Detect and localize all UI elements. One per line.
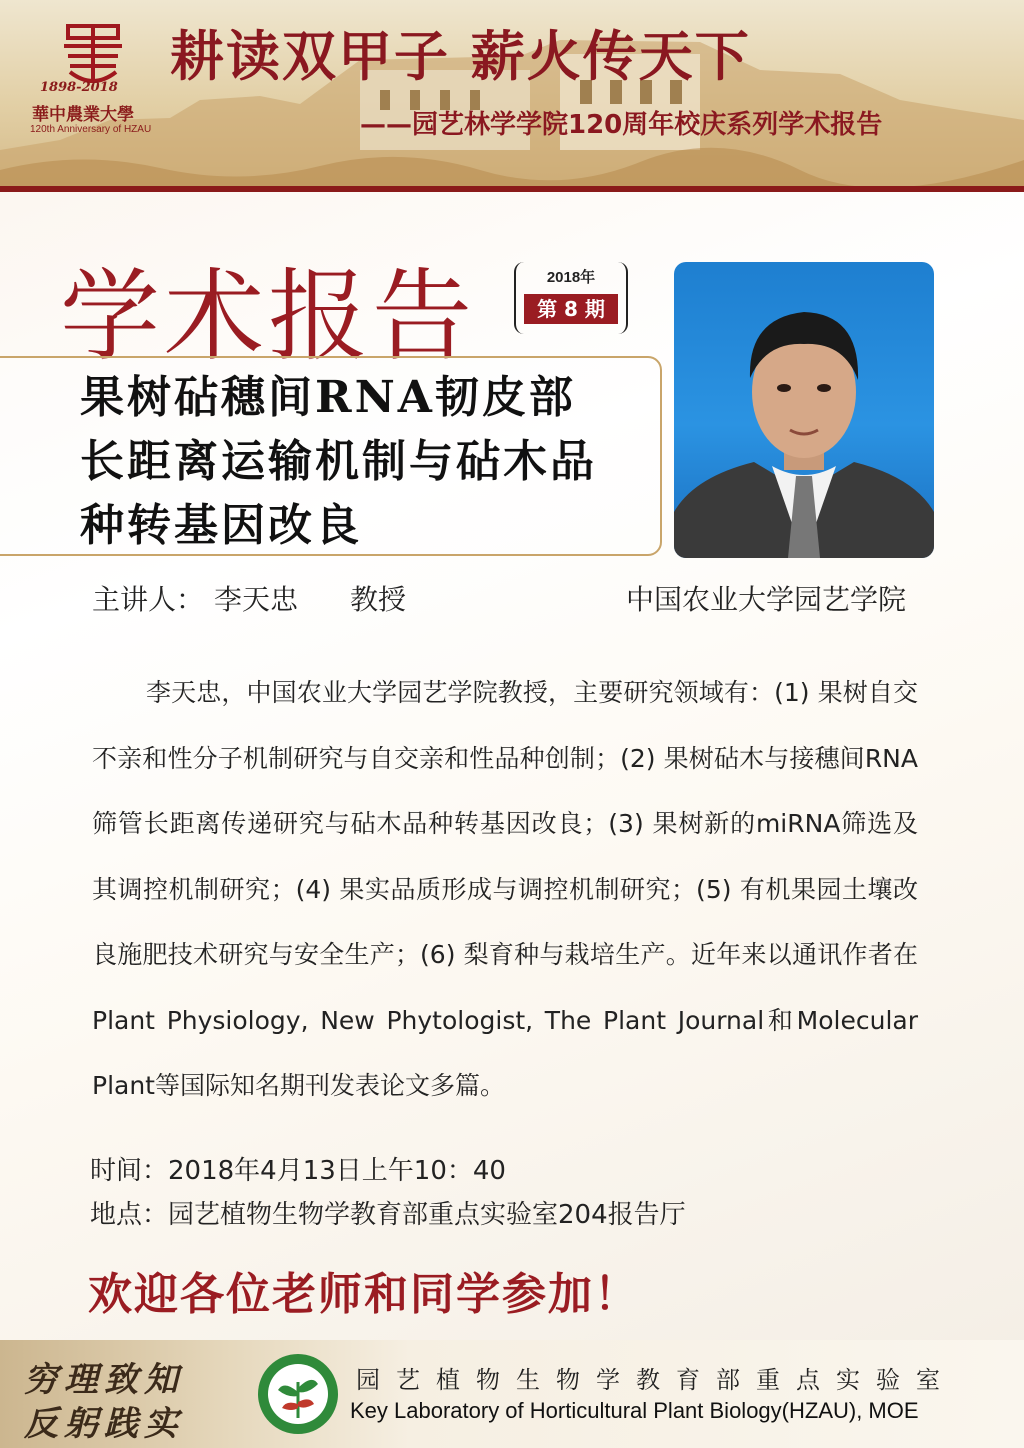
talk-topic: 果树砧穗间RNA韧皮部长距离运输机制与砧木品种转基因改良 [80,372,597,551]
lab-logo-icon [256,1352,340,1436]
issue-badge [514,262,628,334]
speaker-photo [674,262,934,558]
page-title: 学术报告 [60,258,476,375]
speaker-bio: 李天忠，中国农业大学园艺学院教授，主要研究领域有：(1) 果树自交不亲和性分子机制研究与自交亲和性品种创制；(2) 果树砧木与接穗间RNA筛管长距离传递研究与砧木品种转基因改良；(3) 果树新的miRNA筛选及其调控机制研究；(4) 果实品质形成与调控机制研究；(5) 有机果园土壤改良施肥技术研究与安全生产；(6) 梨育种与栽培生产。近年来以通讯作者在Plant Physiology, New Phytologist, The Plant Journal和Molecular Plant等国际知名期刊发表论文多篇。 [92,678,918,1100]
lab-name-english: Key Laboratory of Horticultural Plant Biology(HZAU), MOE [350,1398,919,1423]
speaker-title: 教授 [350,583,407,616]
event-time: 时间：2018年4月13日上午10：40 [90,1156,506,1186]
speaker-affiliation: 中国农业大学园艺学院 [626,583,907,616]
speaker-portrait-icon [674,262,934,558]
anniversary-english: 120th Anniversary of HZAU [30,124,152,135]
issue-year: 2018年 [546,269,596,286]
anniversary-years: 1898-2018 [40,80,118,95]
issue-number: 第 8 期 [524,294,618,324]
header-title: 耕读双甲子 薪火传天下 [170,24,751,88]
motto-line-1: 穷理致知 [24,1360,184,1400]
motto-line-2: 反躬践实 [24,1404,184,1444]
header-subtitle: ——园艺林学学院120周年校庆系列学术报告 [360,110,883,140]
event-place: 地点：园艺植物生物学教育部重点实验室204报告厅 [90,1200,686,1230]
university-name: 華中農業大學 [32,105,134,125]
welcome-message: 欢迎各位老师和同学参加！ [88,1269,640,1320]
header-divider [0,186,1024,192]
speaker-name: 李天忠 [214,583,299,616]
lab-name-chinese: 园艺植物生物学教育部重点实验室 [356,1366,956,1394]
speaker-label: 主讲人： [92,583,205,616]
